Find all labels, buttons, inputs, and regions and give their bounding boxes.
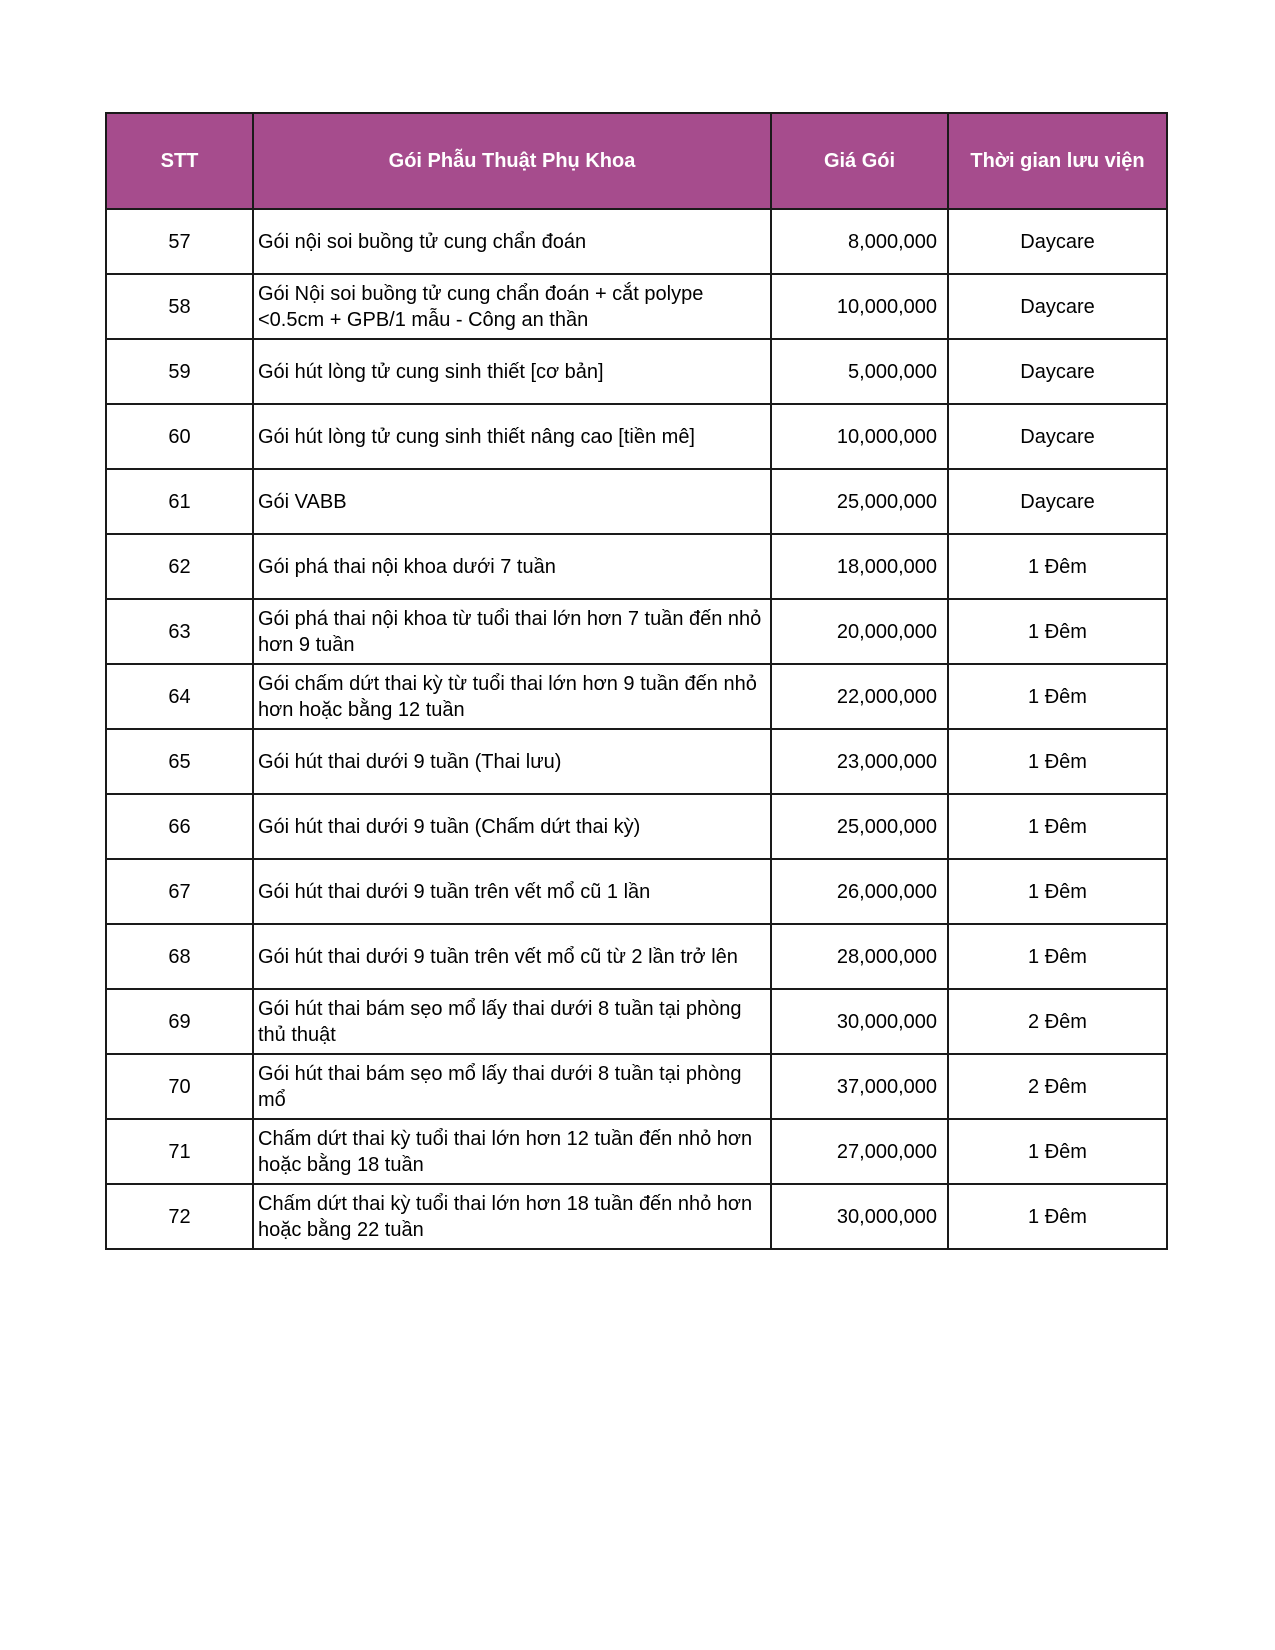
row-stay-duration: Daycare (948, 209, 1167, 274)
row-price: 8,000,000 (771, 209, 948, 274)
row-stay-duration: Daycare (948, 469, 1167, 534)
table-row (106, 1119, 1167, 1184)
row-stay-duration: 1 Đêm (948, 859, 1167, 924)
table-row (106, 859, 1167, 924)
row-package-name: Gói hút thai dưới 9 tuần (Chấm dứt thai kỳ) (253, 794, 771, 859)
table-row (106, 729, 1167, 794)
row-package-name: Gói nội soi buồng tử cung chẩn đoán (253, 209, 771, 274)
row-package-name: Chấm dứt thai kỳ tuổi thai lớn hơn 12 tuần đến nhỏ hơn hoặc bằng 18 tuần (253, 1119, 771, 1184)
row-package-name: Gói hút lòng tử cung sinh thiết [cơ bản] (253, 339, 771, 404)
table-row (106, 1054, 1167, 1119)
row-package-name: Gói hút thai bám sẹo mổ lấy thai dưới 8 tuần tại phòng thủ thuật (253, 989, 771, 1054)
row-package-name: Gói hút thai dưới 9 tuần (Thai lưu) (253, 729, 771, 794)
row-stt: 65 (106, 729, 253, 794)
row-price: 5,000,000 (771, 339, 948, 404)
row-price: 10,000,000 (771, 404, 948, 469)
row-price: 10,000,000 (771, 274, 948, 339)
table-row (106, 599, 1167, 664)
table-row (106, 1184, 1167, 1249)
table-row (106, 534, 1167, 599)
row-price: 30,000,000 (771, 1184, 948, 1249)
row-stt: 59 (106, 339, 253, 404)
row-stt: 57 (106, 209, 253, 274)
row-stt: 66 (106, 794, 253, 859)
table-body (106, 209, 1167, 1249)
row-package-name: Gói Nội soi buồng tử cung chẩn đoán + cắt polype <0.5cm + GPB/1 mẫu - Công an thần (253, 274, 771, 339)
row-stt: 70 (106, 1054, 253, 1119)
row-price: 23,000,000 (771, 729, 948, 794)
price-table (105, 112, 1168, 1250)
row-stay-duration: 1 Đêm (948, 1119, 1167, 1184)
row-stt: 71 (106, 1119, 253, 1184)
header-row (106, 113, 1167, 209)
row-package-name: Gói hút thai dưới 9 tuần trên vết mổ cũ 1 lần (253, 859, 771, 924)
row-stay-duration: 1 Đêm (948, 924, 1167, 989)
row-stay-duration: 1 Đêm (948, 664, 1167, 729)
row-stay-duration: 2 Đêm (948, 989, 1167, 1054)
row-package-name: Gói hút thai bám sẹo mổ lấy thai dưới 8 tuần tại phòng mổ (253, 1054, 771, 1119)
row-package-name: Gói VABB (253, 469, 771, 534)
table-row (106, 469, 1167, 534)
row-price: 25,000,000 (771, 794, 948, 859)
header-package-name: Gói Phẫu Thuật Phụ Khoa (253, 113, 771, 209)
row-price: 37,000,000 (771, 1054, 948, 1119)
row-stt: 68 (106, 924, 253, 989)
table-row (106, 404, 1167, 469)
row-stay-duration: 1 Đêm (948, 794, 1167, 859)
row-stt: 60 (106, 404, 253, 469)
table-row (106, 664, 1167, 729)
table-row (106, 339, 1167, 404)
row-package-name: Gói hút lòng tử cung sinh thiết nâng cao [tiền mê] (253, 404, 771, 469)
row-stt: 58 (106, 274, 253, 339)
table-row (106, 989, 1167, 1054)
table-row (106, 209, 1167, 274)
row-stay-duration: 1 Đêm (948, 729, 1167, 794)
row-package-name: Gói hút thai dưới 9 tuần trên vết mổ cũ từ 2 lần trở lên (253, 924, 771, 989)
row-stt: 61 (106, 469, 253, 534)
header-stt: STT (106, 113, 253, 209)
table-header (106, 113, 1167, 209)
row-stay-duration: Daycare (948, 274, 1167, 339)
row-price: 26,000,000 (771, 859, 948, 924)
row-price: 28,000,000 (771, 924, 948, 989)
row-stay-duration: 1 Đêm (948, 1184, 1167, 1249)
row-price: 30,000,000 (771, 989, 948, 1054)
row-package-name: Gói phá thai nội khoa từ tuổi thai lớn hơn 7 tuần đến nhỏ hơn 9 tuần (253, 599, 771, 664)
row-price: 22,000,000 (771, 664, 948, 729)
row-price: 18,000,000 (771, 534, 948, 599)
row-price: 25,000,000 (771, 469, 948, 534)
table-row (106, 274, 1167, 339)
table-row (106, 794, 1167, 859)
row-stay-duration: 1 Đêm (948, 534, 1167, 599)
row-stay-duration: Daycare (948, 339, 1167, 404)
row-stt: 62 (106, 534, 253, 599)
header-stay-duration: Thời gian lưu viện (948, 113, 1167, 209)
row-package-name: Gói chấm dứt thai kỳ từ tuổi thai lớn hơn 9 tuần đến nhỏ hơn hoặc bằng 12 tuần (253, 664, 771, 729)
header-price: Giá Gói (771, 113, 948, 209)
row-stay-duration: 2 Đêm (948, 1054, 1167, 1119)
row-price: 20,000,000 (771, 599, 948, 664)
table-row (106, 924, 1167, 989)
row-stt: 63 (106, 599, 253, 664)
row-price: 27,000,000 (771, 1119, 948, 1184)
row-package-name: Chấm dứt thai kỳ tuổi thai lớn hơn 18 tuần đến nhỏ hơn hoặc bằng 22 tuần (253, 1184, 771, 1249)
row-stay-duration: Daycare (948, 404, 1167, 469)
row-stt: 64 (106, 664, 253, 729)
row-stt: 67 (106, 859, 253, 924)
row-stay-duration: 1 Đêm (948, 599, 1167, 664)
row-stt: 72 (106, 1184, 253, 1249)
row-stt: 69 (106, 989, 253, 1054)
row-package-name: Gói phá thai nội khoa dưới 7 tuần (253, 534, 771, 599)
